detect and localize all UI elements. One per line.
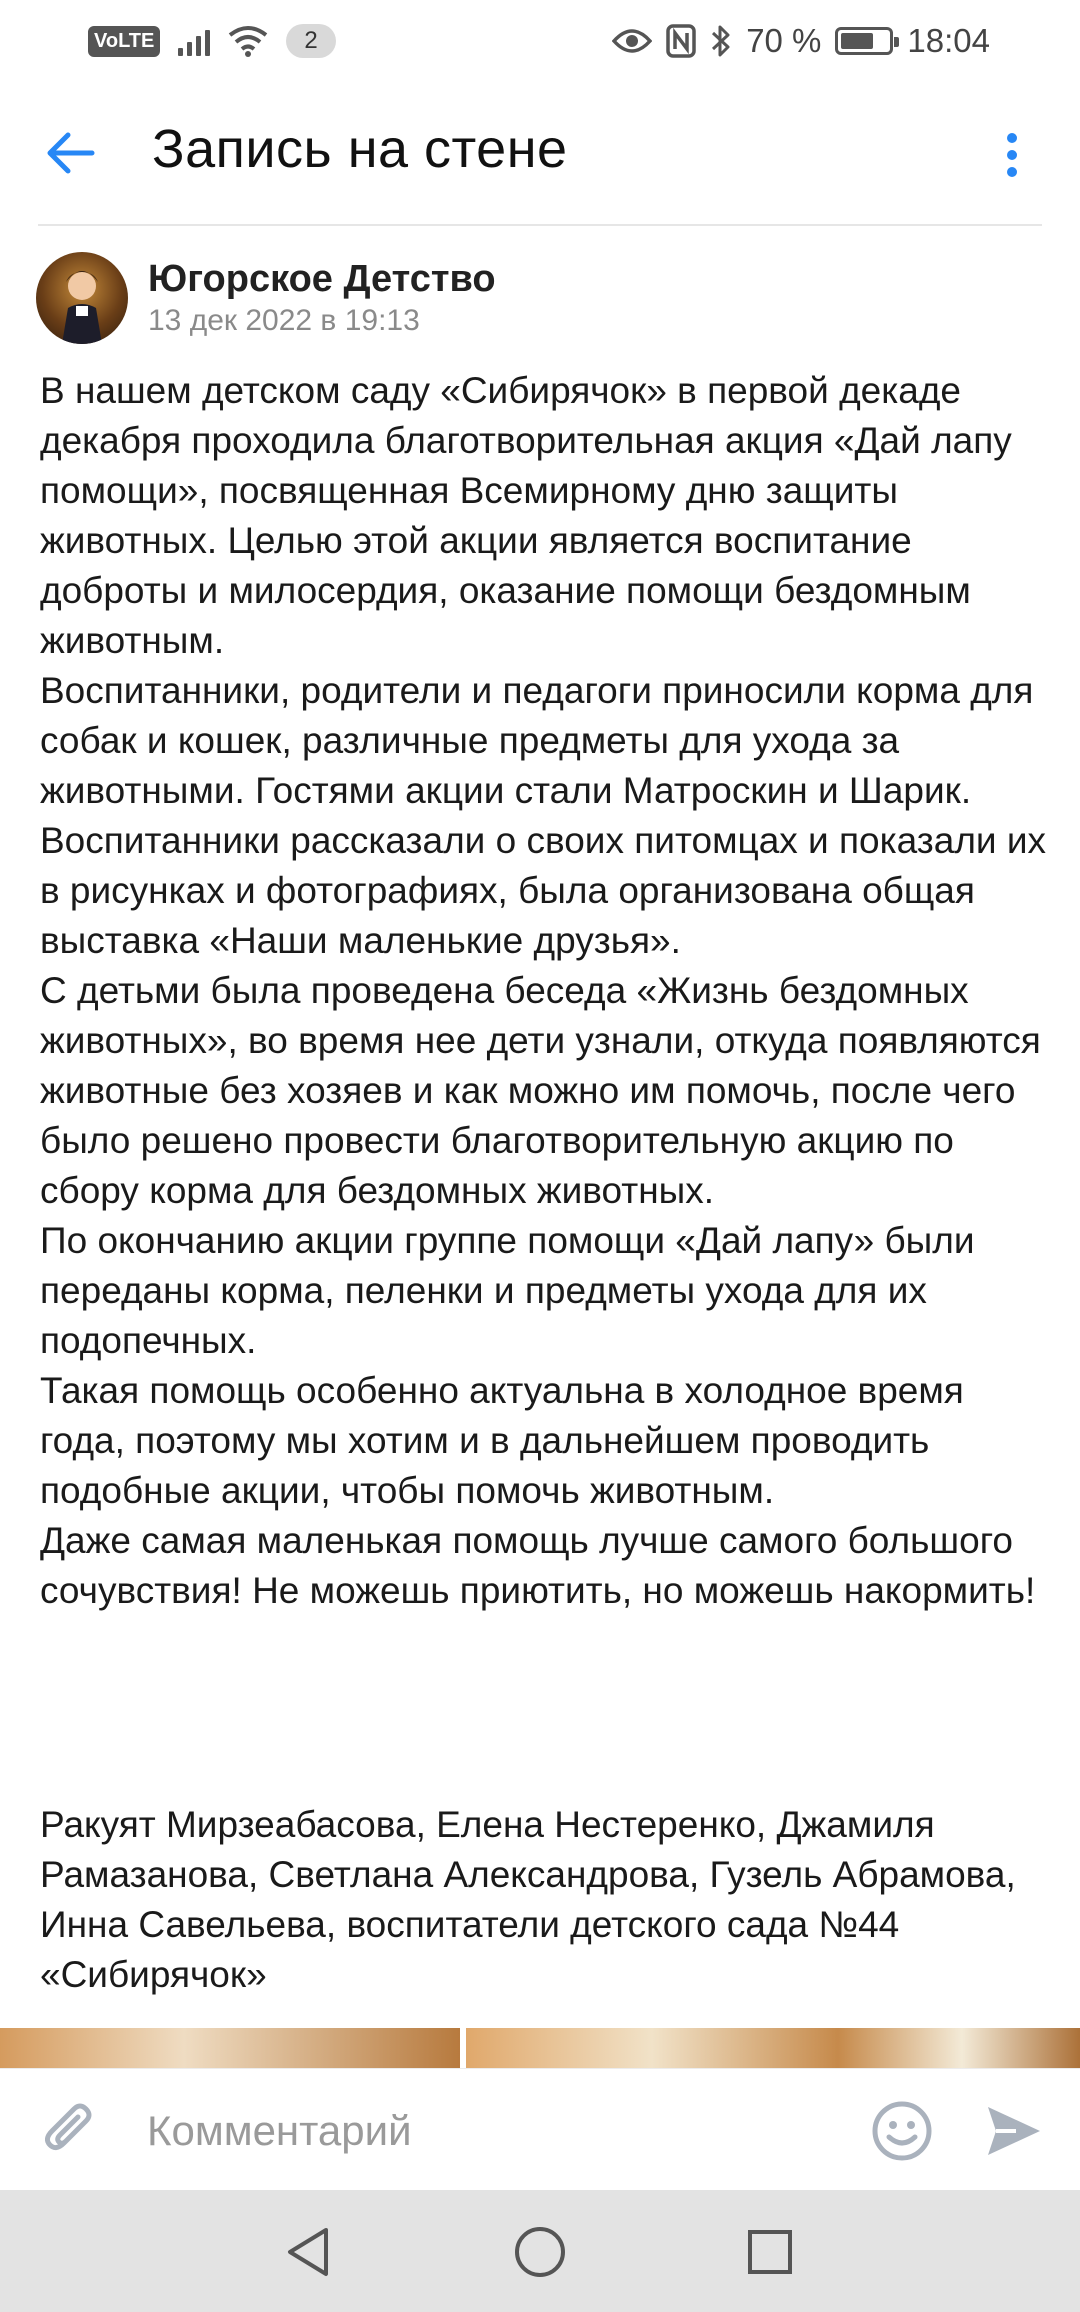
post-text: В нашем детском саду «Сибирячок» в первой декаде декабря проходила благотворительная акция «Дай лапу помощи», посвященная Всемирному дню защиты животных. Целью этой акции является воспитание доброты и милосердия, оказание помощи бездомным животным. Воспитанники, родители и педагоги приносили корма для собак и кошек, различные предметы для ухода за животными. Гостями акции стали Матроскин и Шарик. Воспитанники рассказали о своих питомцах и показали их в рисунках и фотографиях, была организована общая выставка «Наши маленькие друзья». С детьми была проведена беседа «Жизнь бездомных животных», во время нее дети узнали, откуда появляются животные без хозяев и как можно им помочь, после чего было решено провести благотворительную акцию по сбору корма для бездомных животных. По окончанию акции группе помощи «Дай лапу» были переданы корма, пеленки и предметы ухода для их подопечных. Такая помощь особенно актуальна в холодное время года, поэтому мы хотим и в дальнейшем проводить подобные акции, чтобы помочь животным. Даже самая маленькая помощь лучше самого большого сочувствия! Не можешь приютить, но можешь накормить! [40,370,1047,1611]
nav-recent-button[interactable] [738,2220,802,2284]
system-nav-bar [0,2190,1080,2312]
nfc-icon [666,24,696,58]
status-right [612,16,990,66]
attach-button[interactable] [40,2101,100,2161]
paperclip-icon [40,2101,100,2161]
volte-indicator: VoLTE [88,26,160,57]
post-signature: Ракуят Мирзеабасова, Елена Нестеренко, Джамиля Рамазанова, Светлана Александрова, Гузель Абрамова, Инна Савельева, воспитатели детского сада №44 «Сибирячок» [40,1804,1016,1995]
send-button[interactable] [982,2099,1046,2163]
smile-icon [870,2099,934,2163]
post-photos [0,2028,1080,2068]
wifi-icon [228,25,268,57]
post-author [36,252,1036,352]
avatar[interactable] [36,252,128,344]
nav-back-button[interactable] [276,2220,340,2284]
send-icon [982,2099,1046,2163]
signal-icon [178,26,210,56]
header-divider [38,224,1042,226]
circle-home-icon [513,2225,567,2279]
back-button[interactable] [40,122,102,184]
post-photo[interactable] [0,2028,460,2068]
battery-icon [835,27,893,55]
app-header [0,82,1080,224]
status-bar [0,0,1080,82]
author-name[interactable]: Югорское Детство [148,258,496,300]
comment-bar [0,2068,1080,2191]
page-title: Запись на стене [152,119,568,179]
nav-home-button[interactable] [508,2220,572,2284]
post-date: 13 дек 2022 в 19:13 [148,304,420,337]
post-photo[interactable] [466,2028,1080,2068]
clock: 18:04 [907,22,990,59]
more-vertical-icon [1006,132,1018,178]
battery-level [841,33,873,49]
eye-icon [612,27,652,55]
triangle-back-icon [284,2226,332,2278]
avatar-photo [36,252,128,344]
status-left [88,18,336,64]
emoji-button[interactable] [870,2099,934,2163]
bluetooth-icon [710,23,732,59]
more-options-button[interactable] [992,122,1032,188]
arrow-left-icon [46,131,96,175]
comment-input[interactable] [145,2095,849,2167]
battery-percent: 70 % [746,22,822,59]
notification-count-badge: 2 [286,24,335,58]
square-recent-icon [746,2228,794,2276]
